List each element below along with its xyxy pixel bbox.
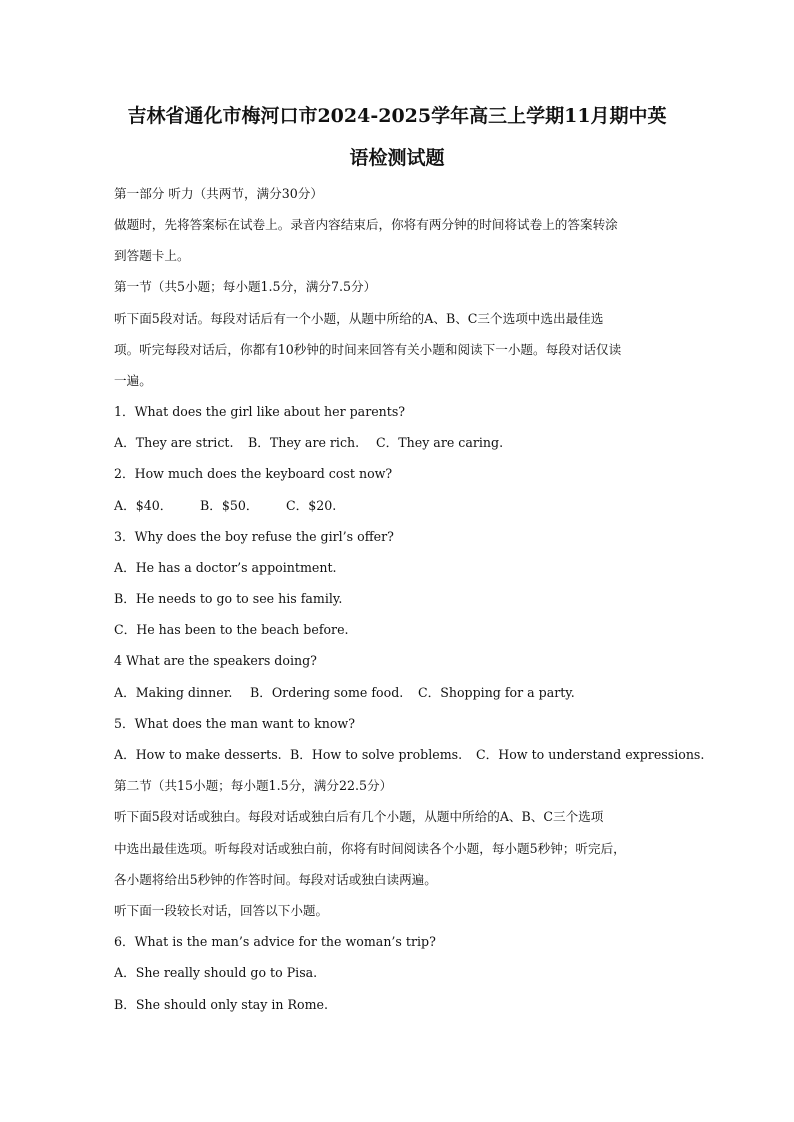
- section1-intro-line-1: 听下面5段对话。每段对话后有一个小题，从题中所给的A、B、C三个选项中选出最佳选: [114, 311, 604, 326]
- question-4-option-c: C．Shopping for a party.: [418, 685, 575, 700]
- part1-intro-line-2: 到答题卡上。: [114, 248, 190, 263]
- question-5-option-a: A．How to make desserts.: [114, 747, 282, 762]
- section2-intro-line-3: 各小题将给出5秒钟的作答时间。每段对话或独白读两遍。: [114, 872, 437, 887]
- question-6-stem: 6．What is the man’s advice for the woman’s trip?: [114, 934, 436, 949]
- question-2-options: [114, 497, 336, 515]
- question-1-option-a: A．They are strict.: [114, 435, 234, 450]
- section1-intro-line-3: 一遍。: [114, 373, 152, 388]
- question-6-option-a: A．She really should go to Pisa.: [114, 965, 318, 980]
- question-3-stem: 3．Why does the boy refuse the girl’s offer?: [114, 529, 394, 544]
- question-2-stem: 2．How much does the keyboard cost now?: [114, 466, 393, 481]
- question-2-option-b: B．$50．: [200, 498, 259, 513]
- question-4-stem: 4 What are the speakers doing?: [114, 653, 317, 668]
- question-5-stem: 5．What does the man want to know?: [114, 716, 355, 731]
- exam-title-line-1: 吉林省通化市梅河口市2024-2025学年高三上学期11月期中英: [127, 105, 667, 127]
- question-5-option-c: C．How to understand expressions.: [476, 747, 705, 762]
- question-4-option-a: A．Making dinner.: [114, 685, 233, 700]
- question-1-options: [114, 434, 503, 452]
- part1-heading: 第一部分 听力（共两节，满分30分）: [114, 186, 323, 201]
- question-3-option-c: C．He has been to the beach before.: [114, 622, 349, 637]
- section1-heading: 第一节（共5小题；每小题1.5分，满分7.5分）: [114, 279, 377, 294]
- question-3-option-b: B．He needs to go to see his family.: [114, 591, 343, 606]
- question-1-option-b: B．They are rich.: [248, 435, 360, 450]
- dialogue-intro: 听下面一段较长对话，回答以下小题。: [114, 903, 329, 918]
- question-1-stem: 1．What does the girl like about her parents?: [114, 404, 406, 419]
- question-5-option-b: B．How to solve problems.: [290, 747, 463, 762]
- section1-intro-line-2: 项。听完每段对话后，你都有10秒钟的时间来回答有关小题和阅读下一小题。每段对话仅读: [114, 342, 622, 357]
- question-4-options: [114, 684, 575, 702]
- exam-title-line-2: 语检测试题: [349, 147, 445, 169]
- question-6-option-b: B．She should only stay in Rome.: [114, 997, 328, 1012]
- question-1-option-c: C．They are caring.: [376, 435, 504, 450]
- section2-heading: 第二节（共15小题；每小题1.5分，满分22.5分）: [114, 778, 393, 793]
- question-4-option-b: B．Ordering some food.: [250, 685, 404, 700]
- question-3-option-a: A．He has a doctor’s appointment.: [114, 560, 337, 575]
- question-2-option-c: C．$20.: [286, 498, 337, 513]
- question-2-option-a: A．$40．: [114, 498, 173, 513]
- section2-intro-line-1: 听下面5段对话或独白。每段对话或独白后有几个小题，从题中所给的A、B、C三个选项: [114, 809, 604, 824]
- question-5-options: [114, 746, 704, 764]
- section2-intro-line-2: 中选出最佳选项。听每段对话或独白前，你将有时间阅读各个小题，每小题5秒钟；听完后，: [114, 841, 626, 856]
- part1-intro-line-1: 做题时，先将答案标在试卷上。录音内容结束后，你将有两分钟的时间将试卷上的答案转涂: [114, 217, 618, 232]
